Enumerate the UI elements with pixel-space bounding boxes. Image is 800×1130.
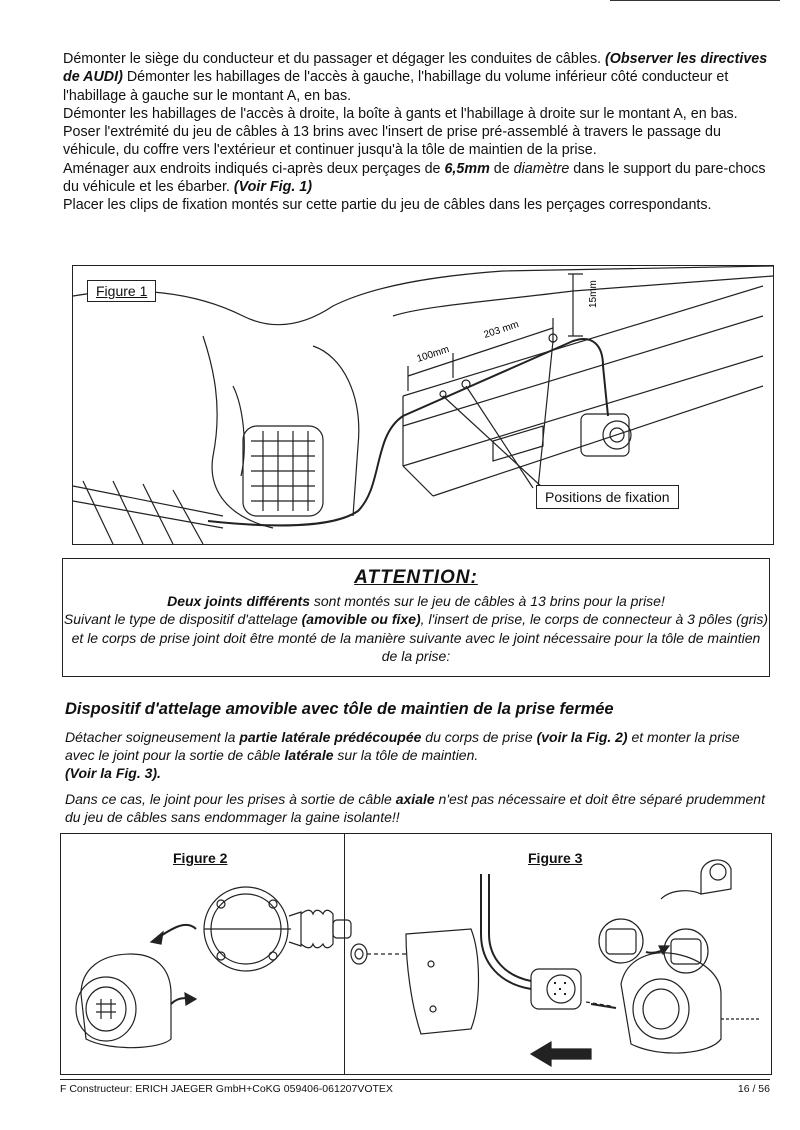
top-rule [610, 0, 780, 1]
section-p1-d: (voir la Fig. 2) [536, 729, 628, 745]
attention-box [62, 558, 770, 677]
attention-line2-a: Suivant le type de dispositif d'attelage [63, 611, 302, 627]
attention-line1-rest: sont montés sur le jeu de câbles à 13 brins pour la prise! [310, 592, 665, 609]
page-footer [60, 1079, 770, 1095]
section-p2-b: axiale [395, 791, 435, 807]
attention-line2-c: , l'insert de prise, le corps de connecteur à 3 pôles (gris) et le corps de prise joint doit être monté de la manière suivante avec le joint nécessaire pour la tôle de maintien de la prise: [71, 611, 769, 664]
figures-2-3-drawing [61, 834, 771, 1074]
section-p1-b: partie latérale prédécoupée [239, 729, 422, 745]
dimension-100mm: 100mm [415, 344, 451, 365]
intro-p4-c: de [489, 160, 514, 177]
positions-label: Positions de fixation [536, 485, 679, 509]
dimension-15mm: 15mm [588, 280, 599, 308]
section-p1-g: sur la tôle de maintien. [333, 747, 479, 763]
figures-2-3-panel [60, 833, 772, 1075]
intro-text [63, 50, 768, 215]
attention-title: ATTENTION: [354, 567, 478, 588]
figure-3-label: Figure 3 [528, 850, 583, 866]
intro-p1-a: Démonter le siège du conducteur et du passager et dégager les conduites de câbles. [63, 51, 606, 67]
page-number: 16 / 56 [737, 1083, 770, 1095]
figures-divider [344, 834, 345, 1074]
intro-paragraph-2: Démonter les habillages de l'accès à droite, la boîte à gants et l'habillage à droite sur le montant A, en bas. [63, 105, 738, 122]
section-p2-a: Dans ce cas, le joint pour les prises à sortie de câble [65, 791, 396, 807]
section-p1-a: Détacher soigneusement la [65, 729, 240, 745]
footer-rule [60, 1079, 770, 1080]
section-p1-c: du corps de prise [421, 729, 537, 745]
intro-paragraph-3: Poser l'extrémité du jeu de câbles à 13 brins avec l'insert de prise pré-assemblé à travers le passage du véhicule, du coffre vers l'extérieur et continuer jusqu'à la tôle de maintien de la prise. [63, 124, 721, 159]
intro-p4-d: diamètre [513, 160, 570, 177]
intro-paragraph-5: Placer les clips de fixation montés sur cette partie du jeu de câbles dans les perçages correspondants. [63, 197, 712, 214]
intro-p4-diameter: 6,5mm [444, 160, 490, 177]
figure-1-panel [72, 265, 774, 545]
section-p1-e: et monter la prise avec le joint pour la sortie de câble [65, 729, 740, 763]
intro-p1-c: Démonter les habillages de l'accès à gauche, l'habillage du volume inférieur côté conducteur et l'habillage à gauche sur le montant A, en bas. [63, 69, 729, 104]
section-text [65, 728, 765, 834]
intro-p1-audi: (Observer les directives de AUDI) [63, 51, 768, 86]
attention-line-1 [63, 592, 769, 611]
section-paragraph-1 [65, 728, 765, 782]
intro-paragraph-4 [63, 160, 768, 197]
section-p1-h: (Voir la Fig. 3). [65, 765, 161, 781]
dimension-203mm: 203 mm [482, 319, 521, 341]
intro-p4-fig-ref: (Voir Fig. 1) [233, 179, 312, 196]
figure-1-label: Figure 1 [87, 280, 156, 302]
section-paragraph-2 [65, 790, 765, 826]
section-title: Dispositif d'attelage amovible avec tôle de maintien de la prise fermée [65, 700, 614, 718]
attention-line1-bold: Deux joints différents [167, 592, 310, 609]
figure-2-label: Figure 2 [173, 850, 228, 866]
intro-paragraph-1 [63, 50, 768, 105]
section-p2-c: n'est pas nécessaire et doit être séparé prudemment du jeu de câbles sans endommager la gaine isolante!! [65, 791, 765, 825]
attention-line2-bold: (amovible ou fixe) [301, 611, 421, 627]
intro-p4-e: dans le support du pare-chocs du véhicule et les ébarber. [63, 160, 766, 196]
footer-manufacturer: F Constructeur: ERICH JAEGER GmbH+CoKG 059406-061207VOTEX [60, 1083, 393, 1095]
attention-line-2 [63, 610, 769, 666]
intro-p4-a: Aménager aux endroits indiqués ci-après deux perçages de [63, 160, 445, 177]
section-p1-f: latérale [284, 747, 334, 763]
